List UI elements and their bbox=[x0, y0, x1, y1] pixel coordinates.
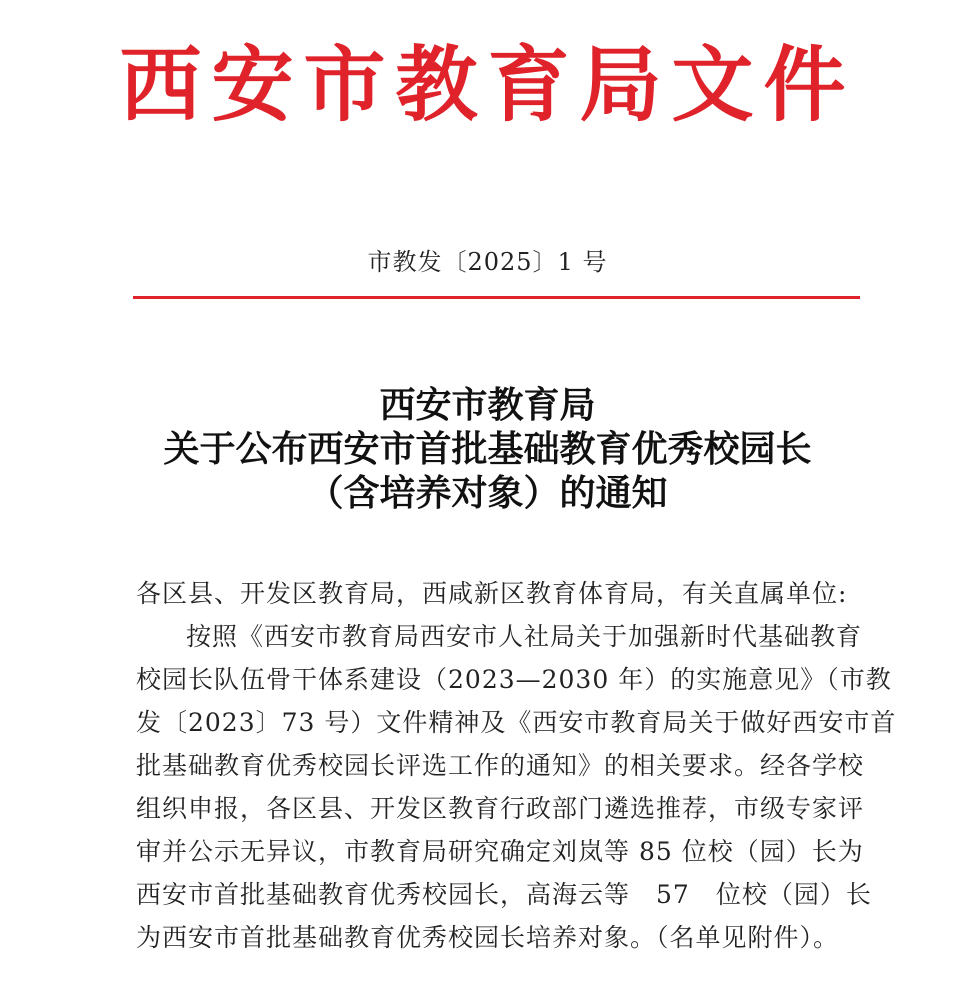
paragraph-line: 西安市首批基础教育优秀校园长，高海云等 57 位校（园）长 bbox=[136, 880, 872, 909]
notice-body bbox=[136, 572, 897, 959]
title-line-subject: 关于公布西安市首批基础教育优秀校园长 bbox=[163, 428, 812, 470]
red-divider-line bbox=[133, 296, 860, 299]
masthead-title: 西安市教育局文件 bbox=[119, 37, 856, 133]
paragraph-line: 发〔2023〕73 号）文件精神及《西安市教育局关于做好西安市首 bbox=[136, 708, 897, 737]
salutation: 各区县、开发区教育局，西咸新区教育体育局，有关直属单位: bbox=[136, 579, 848, 608]
paragraph-line: 为西安市首批基础教育优秀校园长培养对象。（名单见附件）。 bbox=[136, 923, 840, 952]
paragraph-line: 组织申报，各区县、开发区教育行政部门遴选推荐，市级专家评 bbox=[136, 794, 865, 823]
paragraph-line: 审并公示无异议，市教育局研究确定刘岚等 85 位校（园）长为 bbox=[136, 837, 864, 866]
paragraph-line: 批基础教育优秀校园长评选工作的通知》的相关要求。经各学校 bbox=[136, 751, 865, 780]
paragraph-line: 校园长队伍骨干体系建设（2023—2030 年）的实施意见》（市教 bbox=[136, 665, 892, 694]
notice-title bbox=[0, 383, 975, 515]
paragraph-line: 按照《西安市教育局西安市人社局关于加强新时代基础教育 bbox=[186, 622, 863, 651]
title-line-suffix: （含培养对象）的通知 bbox=[307, 472, 668, 514]
document-number: 市教发〔2025〕1 号 bbox=[367, 248, 608, 276]
title-line-issuer: 西安市教育局 bbox=[379, 384, 596, 426]
